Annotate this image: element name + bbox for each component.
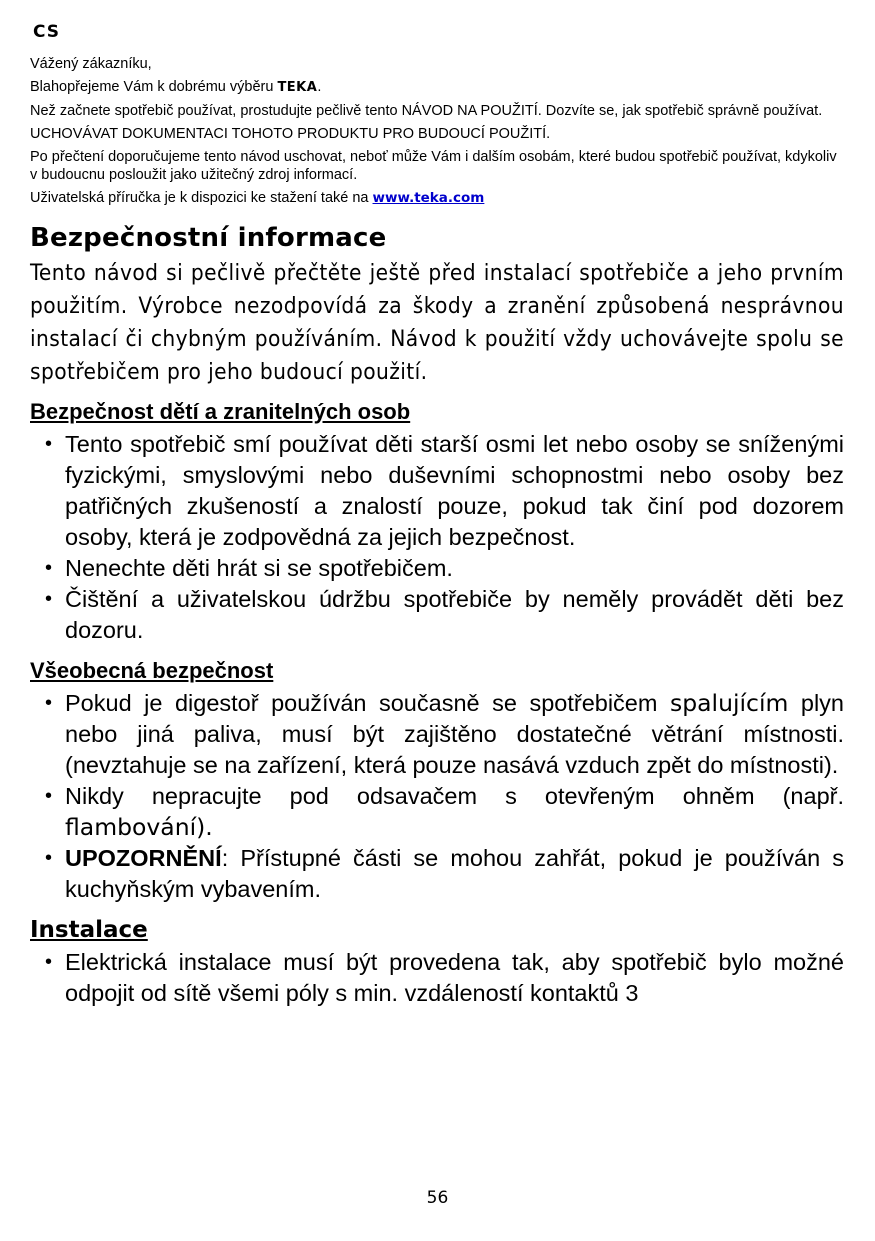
children-heading: Bezpečnost dětí a zranitelných osob bbox=[30, 399, 411, 424]
safety-lead: Tento návod si pečlivě přečtěte ještě před instalací spotřebiče a jeho prvním použitím. Výrobce nezodpovídá za škody a zranění způsobená nesprávnou instalací či chybným používáním. Návod k použití vždy uchovávejte spolu se spotřebičem pro jeho budoucí použití. bbox=[30, 260, 844, 385]
children-list bbox=[30, 429, 844, 646]
installation-heading: Instalace bbox=[30, 917, 148, 943]
safety-title: Bezpečnostní informace bbox=[30, 223, 387, 253]
list-item: • Nikdy nepracujte pod odsavačem s otevřeným ohněm (např. flambování). bbox=[45, 783, 844, 841]
bullet-icon: • bbox=[45, 588, 53, 610]
brand-name: TEKA bbox=[277, 80, 318, 95]
intro-keep-manual: Po přečtení doporučujeme tento návod uschovat, neboť může Vám i dalším osobám, které budou spotřebič používat, kdykoliv v budoucnu posloužit jako užitečný zdroj informací. bbox=[30, 149, 837, 183]
intro-keep-docs: UCHOVÁVAT DOKUMENTACI TOHOTO PRODUKTU PRO BUDOUCÍ POUŽITÍ. bbox=[30, 126, 551, 142]
list-item: • Elektrická instalace musí být provedena tak, aby spotřebič bylo možné odpojit od sítě všemi póly s min. vzdáleností kontaktů 3 bbox=[45, 949, 844, 1006]
teka-website-link[interactable]: www.teka.com bbox=[372, 190, 485, 206]
installation-list bbox=[30, 947, 844, 1009]
list-item: • Nenechte děti hrát si se spotřebičem. bbox=[30, 553, 844, 584]
document-page bbox=[30, 22, 844, 1021]
intro-section bbox=[30, 55, 844, 207]
language-code: CS bbox=[33, 22, 61, 42]
general-heading: Všeobecná bezpečnost bbox=[30, 658, 274, 683]
bullet-icon: • bbox=[45, 951, 53, 973]
intro-download bbox=[30, 189, 844, 207]
intro-congrats bbox=[30, 78, 844, 97]
intro-instructions: Než začnete spotřebič používat, prostudujte pečlivě tento NÁVOD NA POUŽITÍ. Dozvíte se, jak spotřebič správně používat. bbox=[30, 103, 823, 119]
bullet-icon: • bbox=[45, 785, 53, 807]
list-item: • UPOZORNĚNÍ: Přístupné části se mohou zahřát, pokud je používán s kuchyňským vybavením. bbox=[45, 845, 844, 902]
congrats-text: Blahopřejeme Vám k dobrému výběru bbox=[30, 79, 278, 95]
bullet-icon: • bbox=[45, 557, 53, 579]
list-item: • Pokud je digestoř používán současně se spotřebičem spalujícím plyn nebo jiná paliva, musí být zajištěno dostatečné větrání místnosti. (nevztahuje se na zařízení, která pouze nasává vzduch zpět do místnosti). bbox=[45, 689, 845, 778]
congrats-end: . bbox=[317, 79, 322, 95]
intro-greeting: Vážený zákazníku, bbox=[30, 56, 152, 72]
page-number: 56 bbox=[426, 1188, 449, 1208]
general-list bbox=[30, 688, 844, 905]
list-item: • Čištění a uživatelskou údržbu spotřebiče by neměly provádět děti bez dozoru. bbox=[45, 586, 844, 643]
download-text: Uživatelská příručka je k dispozici ke stažení také na bbox=[30, 190, 373, 206]
warning-label: UPOZORNĚNÍ bbox=[65, 845, 222, 871]
bullet-icon: • bbox=[45, 847, 53, 869]
bullet-icon: • bbox=[45, 692, 53, 714]
list-item: • Tento spotřebič smí používat děti starší osmi let nebo osoby se sníženými fyzickými, smyslovými nebo duševními schopnostmi nebo osoby bez patřičných zkušeností a znalostí pouze, pokud tak činí pod dozorem osoby, která je zodpovědná za jejich bezpečnost. bbox=[45, 431, 844, 550]
bullet-icon: • bbox=[45, 433, 53, 455]
